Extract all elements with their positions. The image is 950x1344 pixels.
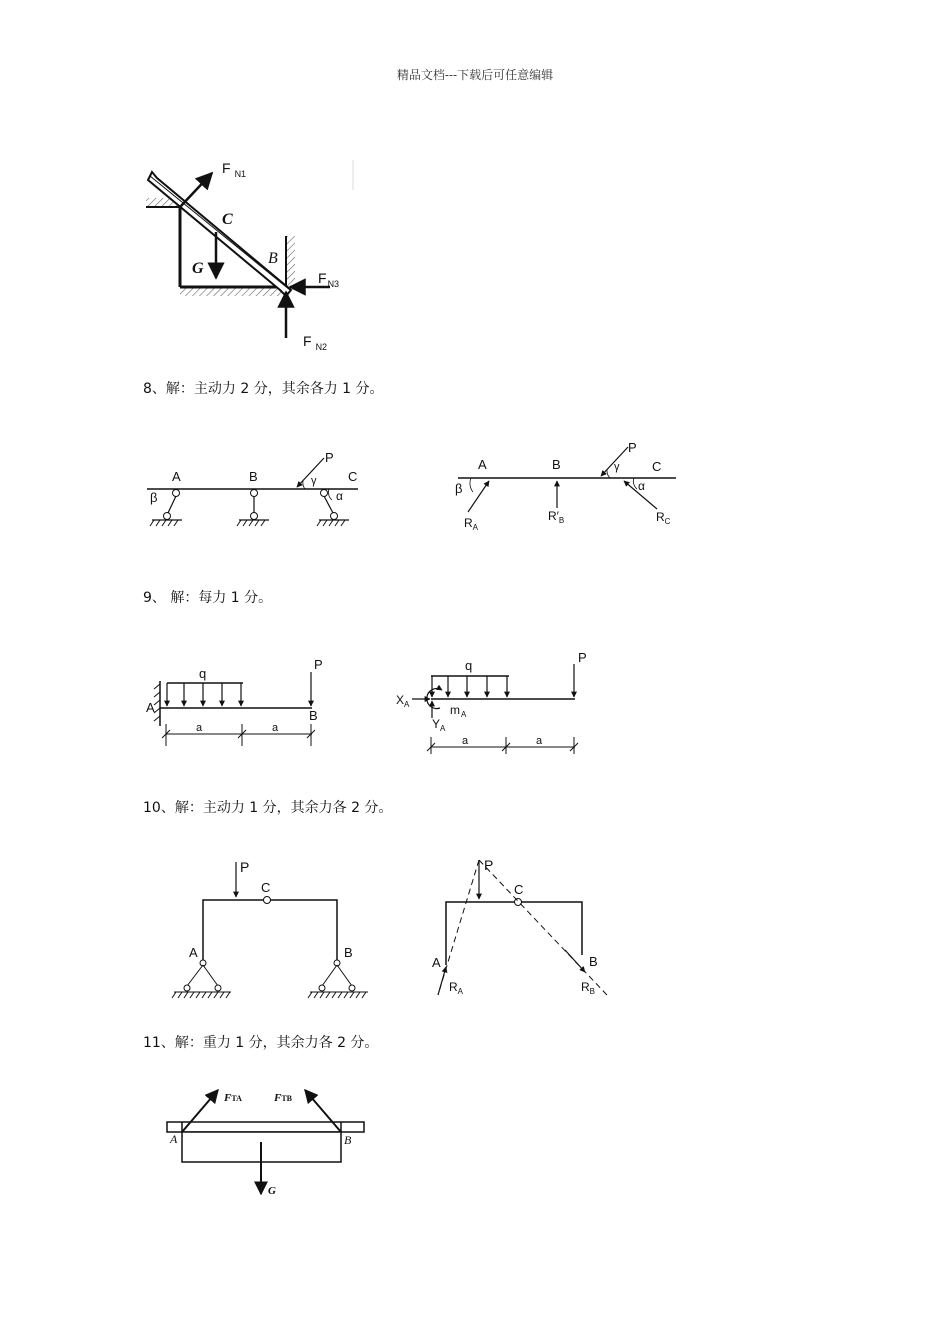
q8-right-label-gamma: γ	[614, 461, 620, 473]
q11-label-fta: FTA	[224, 1092, 242, 1104]
q8-left-label-b: B	[249, 469, 258, 484]
q10-right-label-p: P	[484, 857, 494, 873]
page-header: 精品文档---下载后可任意编辑	[396, 68, 554, 82]
caption-q10: 10、解：主动力 1 分，其余力各 2 分。	[143, 800, 393, 816]
q8-right-label-c: C	[652, 459, 662, 474]
q8-left-label-a: A	[172, 469, 181, 484]
label-fn3: $F_{N3}$	[318, 270, 340, 289]
q10-right-label-b: B	[589, 954, 598, 969]
q11-label-ftb: FTB	[274, 1092, 293, 1104]
q8-right-label-p: P	[628, 440, 637, 455]
q8-label-ra: $R_A$	[464, 516, 479, 532]
q9-left-label-b: B	[309, 708, 318, 723]
q8-left-label-p: P	[325, 450, 334, 465]
q9-right-label-q: q	[465, 658, 473, 673]
q11-label-g: G	[268, 1185, 276, 1197]
q10-left-label-p: P	[240, 859, 250, 875]
q9-left-label-a2: a	[272, 722, 279, 734]
caption-q9: 9、 解：每力 1 分。	[143, 590, 273, 606]
q10-left-label-b: B	[344, 945, 353, 960]
q8-right-label-beta: β	[455, 481, 463, 496]
q9-left-label-q: q	[199, 666, 207, 681]
caption-q11: 11、解：重力 1 分，其余力各 2 分。	[143, 1035, 379, 1051]
caption-q8: 8、解：主动力 2 分，其余各力 1 分。	[143, 381, 384, 397]
label-b: B	[268, 250, 278, 267]
q8-label-rb: $R'_B$	[548, 509, 565, 525]
label-c: C	[222, 211, 233, 228]
q10-left-label-c: C	[261, 880, 271, 895]
q8-left-label-beta: β	[150, 490, 158, 505]
q9-label-xa: $X_A$	[396, 693, 410, 709]
q9-label-ma: $m_A$	[450, 703, 467, 719]
q8-left-label-alpha: α	[336, 489, 343, 503]
q9-right-label-a2: a	[536, 735, 543, 747]
label-g: G	[192, 260, 204, 277]
q11-label-b: B	[344, 1133, 352, 1147]
q9-right-label-a1: a	[462, 735, 469, 747]
q9-left-label-p: P	[314, 657, 323, 672]
q9-label-ya: $Y_A$	[432, 717, 446, 733]
q9-left-label-a1: a	[196, 722, 203, 734]
q10-label-rb: $R_B$	[581, 980, 596, 996]
q8-left-label-gamma: γ	[311, 475, 317, 487]
q9-left-label-a: A	[146, 700, 155, 715]
q9-right-label-p: P	[578, 650, 587, 665]
q8-label-rc: $R_C$	[656, 510, 671, 526]
q8-right-label-alpha: α	[638, 479, 645, 493]
q10-label-ra: $R_A$	[449, 980, 464, 996]
label-fn1: F $_{N1}$	[222, 160, 247, 179]
label-fn2: F $_{N2}$	[303, 333, 328, 352]
q10-left-label-a: A	[189, 945, 198, 960]
q8-right-label-b: B	[552, 457, 561, 472]
q11-label-a: A	[170, 1132, 178, 1146]
q8-left-label-c: C	[348, 469, 358, 484]
q8-right-label-a: A	[478, 457, 487, 472]
q10-right-label-c: C	[514, 882, 524, 897]
q10-right-label-a: A	[432, 955, 441, 970]
